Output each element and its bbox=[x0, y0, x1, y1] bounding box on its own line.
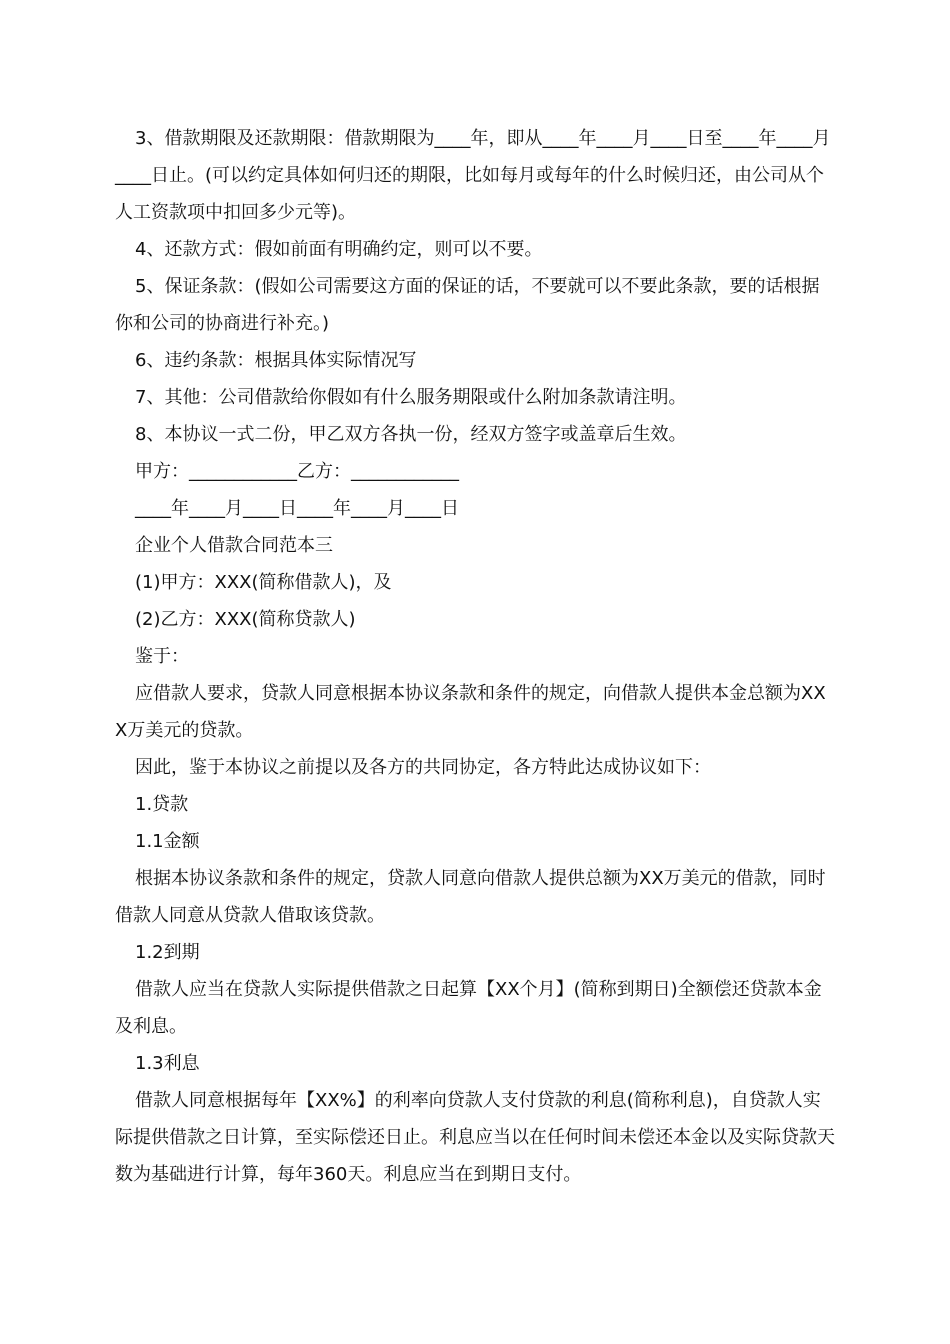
clause-7-other: 7、其他：公司借款给你假如有什么服务期限或什么附加条款请注明。 bbox=[135, 387, 687, 408]
heading-1-1-amount: 1.1金额 bbox=[135, 831, 200, 852]
party-a-line: (1)甲方：XXX(简称借款人)，及 bbox=[135, 572, 392, 593]
maturity-text: 借款人应当在贷款人实际提供借款之日起算【XX个月】(简称到期日)全额偿还贷款本金及利息。 bbox=[115, 979, 822, 1037]
clause-4-repayment-method: 4、还款方式：假如前面有明确约定，则可以不要。 bbox=[135, 239, 543, 260]
heading-1-loan: 1.贷款 bbox=[135, 794, 189, 815]
party-b-line: (2)乙方：XXX(简称贷款人) bbox=[135, 609, 356, 630]
agreement-intro: 因此，鉴于本协议之前提以及各方的共同协定，各方特此达成协议如下： bbox=[135, 757, 711, 778]
amount-text: 根据本协议条款和条件的规定，贷款人同意向借款人提供总额为XX万美元的借款，同时借款人同意从贷款人借取该贷款。 bbox=[115, 868, 826, 926]
signature-date-line: ____年____月____日____年____月____日 bbox=[135, 498, 459, 519]
clause-8-copies: 8、本协议一式二份，甲乙双方各执一份，经双方签字或盖章后生效。 bbox=[135, 424, 687, 445]
clause-3-loan-term: 3、借款期限及还款期限：借款期限为____年，即从____年____月____日至____年____月____日止。(可以约定具体如何归还的期限，比如每月或每年的什么时候归还，由公司从个人工资款项中扣回多少元等)。 bbox=[115, 128, 831, 223]
signature-parties-line: 甲方：____________乙方：____________ bbox=[135, 461, 459, 482]
clause-6-breach: 6、违约条款：根据具体实际情况写 bbox=[135, 350, 417, 371]
whereas-text: 应借款人要求，贷款人同意根据本协议条款和条件的规定，向借款人提供本金总额为XXX万美元的贷款。 bbox=[115, 683, 826, 741]
document-body bbox=[115, 120, 835, 1193]
whereas-heading: 鉴于： bbox=[135, 646, 189, 667]
section-title: 企业个人借款合同范本三 bbox=[135, 535, 333, 556]
heading-1-3-interest: 1.3利息 bbox=[135, 1053, 200, 1074]
clause-5-guarantee: 5、保证条款：(假如公司需要这方面的保证的话，不要就可以不要此条款，要的话根据你和公司的协商进行补充。) bbox=[115, 276, 820, 334]
interest-text: 借款人同意根据每年【XX%】的利率向贷款人支付贷款的利息(简称利息)，自贷款人实际提供借款之日计算，至实际偿还日止。利息应当以在任何时间未偿还本金以及实际贷款天数为基础进行计算，每年360天。利息应当在到期日支付。 bbox=[115, 1090, 835, 1185]
heading-1-2-maturity: 1.2到期 bbox=[135, 942, 200, 963]
